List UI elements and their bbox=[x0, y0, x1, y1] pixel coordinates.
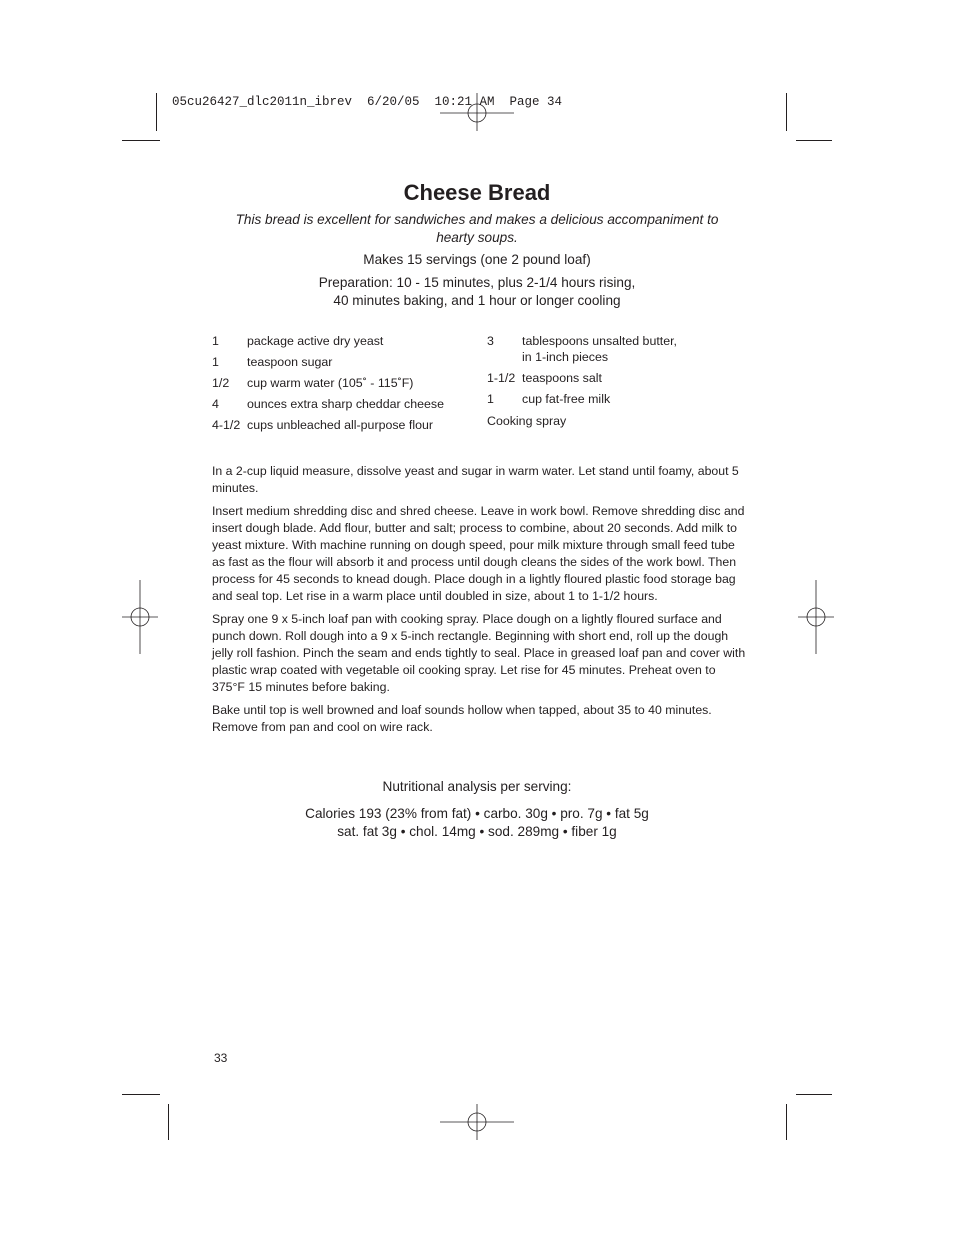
ingredient-text: in 1-inch pieces bbox=[522, 350, 609, 364]
direction-step: In a 2-cup liquid measure, dissolve yeast and sugar in warm water. Let stand until foamy, about 5 minutes. bbox=[212, 464, 739, 496]
ingredient-text: tablespoons unsalted butter, bbox=[522, 334, 677, 348]
registration-mark-right bbox=[798, 580, 834, 654]
registration-mark-left bbox=[122, 580, 158, 654]
preparation-line: Preparation: 10 - 15 minutes, plus 2-1/4 hours rising, bbox=[318, 275, 636, 290]
ingredient-qty: 1 bbox=[212, 355, 219, 369]
ingredient-text: package active dry yeast bbox=[247, 334, 384, 348]
direction-step: Insert medium shredding disc and shred cheese. Leave in work bowl. Remove shredding disc and insert dough blade. Add flour, butter and salt; process to combine, about 20 seconds. Add milk to yeast mixture. With machine running on dough speed, pour milk mixture through small feed tube as fast as the flour will absorb it and process until dough cleans the sides of the work bowl. Then process for 45 seconds to knead dough. Place dough in a lightly floured plastic food storage bag and seal top. Let rise in a warm place until doubled in size, about 1 to 1-1/2 hours. bbox=[212, 503, 745, 604]
ingredient-qty: 3 bbox=[487, 334, 494, 348]
ingredient-qty: 1 bbox=[487, 392, 494, 406]
ingredient-text: teaspoon sugar bbox=[247, 355, 333, 369]
ingredient-qty: 1/2 bbox=[212, 376, 230, 390]
page-title: Cheese Bread bbox=[403, 180, 551, 205]
ingredient-text: cup fat-free milk bbox=[522, 392, 611, 406]
directions bbox=[212, 463, 746, 741]
nutrition-facts bbox=[200, 805, 754, 840]
ingredient-qty: 1 bbox=[212, 334, 219, 348]
ingredient-text: cup warm water (105˚ - 115˚F) bbox=[247, 376, 414, 390]
nutrition-line: Calories 193 (23% from fat) • carbo. 30g • pro. 7g • fat 5g bbox=[305, 806, 649, 821]
recipe-intro bbox=[200, 211, 754, 246]
direction-step: Bake until top is well browned and loaf sounds hollow when tapped, about 35 to 40 minutes. Remove from pan and cool on wire rack. bbox=[212, 702, 712, 734]
page-number: 33 bbox=[214, 1051, 228, 1065]
nutrition-line: sat. fat 3g • chol. 14mg • sod. 289mg • fiber 1g bbox=[337, 823, 617, 839]
registration-mark-bottom bbox=[440, 1104, 514, 1140]
preparation-line: 40 minutes baking, and 1 hour or longer cooling bbox=[333, 292, 621, 308]
ingredient-qty: 1-1/2 bbox=[487, 371, 516, 385]
servings: Makes 15 servings (one 2 pound loaf) bbox=[363, 252, 591, 267]
intro-line: This bread is excellent for sandwiches and makes a delicious accompaniment to bbox=[235, 212, 719, 227]
ingredient-text: ounces extra sharp cheddar cheese bbox=[247, 397, 444, 411]
ingredient-qty: 4-1/2 bbox=[212, 418, 241, 432]
nutrition-heading: Nutritional analysis per serving: bbox=[382, 779, 572, 794]
print-slug: 05cu26427_dlc2011n_ibrev 6/20/05 10:21 AM Page 34 bbox=[172, 95, 563, 109]
direction-step: Spray one 9 x 5-inch loaf pan with cooking spray. Place dough on a lightly floured surface and punch down. Roll dough into a 9 x 5-inch rectangle. Beginning with short end, roll up the dough jelly roll fashion. Pinch the seam and ends tightly to seal. Place in greased loaf pan and cover with plastic wrap coated with vegetable oil cooking spray. Let rise for 45 minutes. Preheat oven to 375°F 15 minutes before baking. bbox=[212, 611, 746, 695]
ingredient-text: Cooking spray bbox=[487, 414, 567, 428]
ingredient-text: teaspoons salt bbox=[522, 371, 602, 385]
ingredient-text: cups unbleached all-purpose flour bbox=[247, 418, 433, 432]
ingredient-qty: 4 bbox=[212, 397, 219, 411]
preparation-time bbox=[200, 274, 754, 309]
intro-line: hearty soups. bbox=[436, 229, 518, 245]
